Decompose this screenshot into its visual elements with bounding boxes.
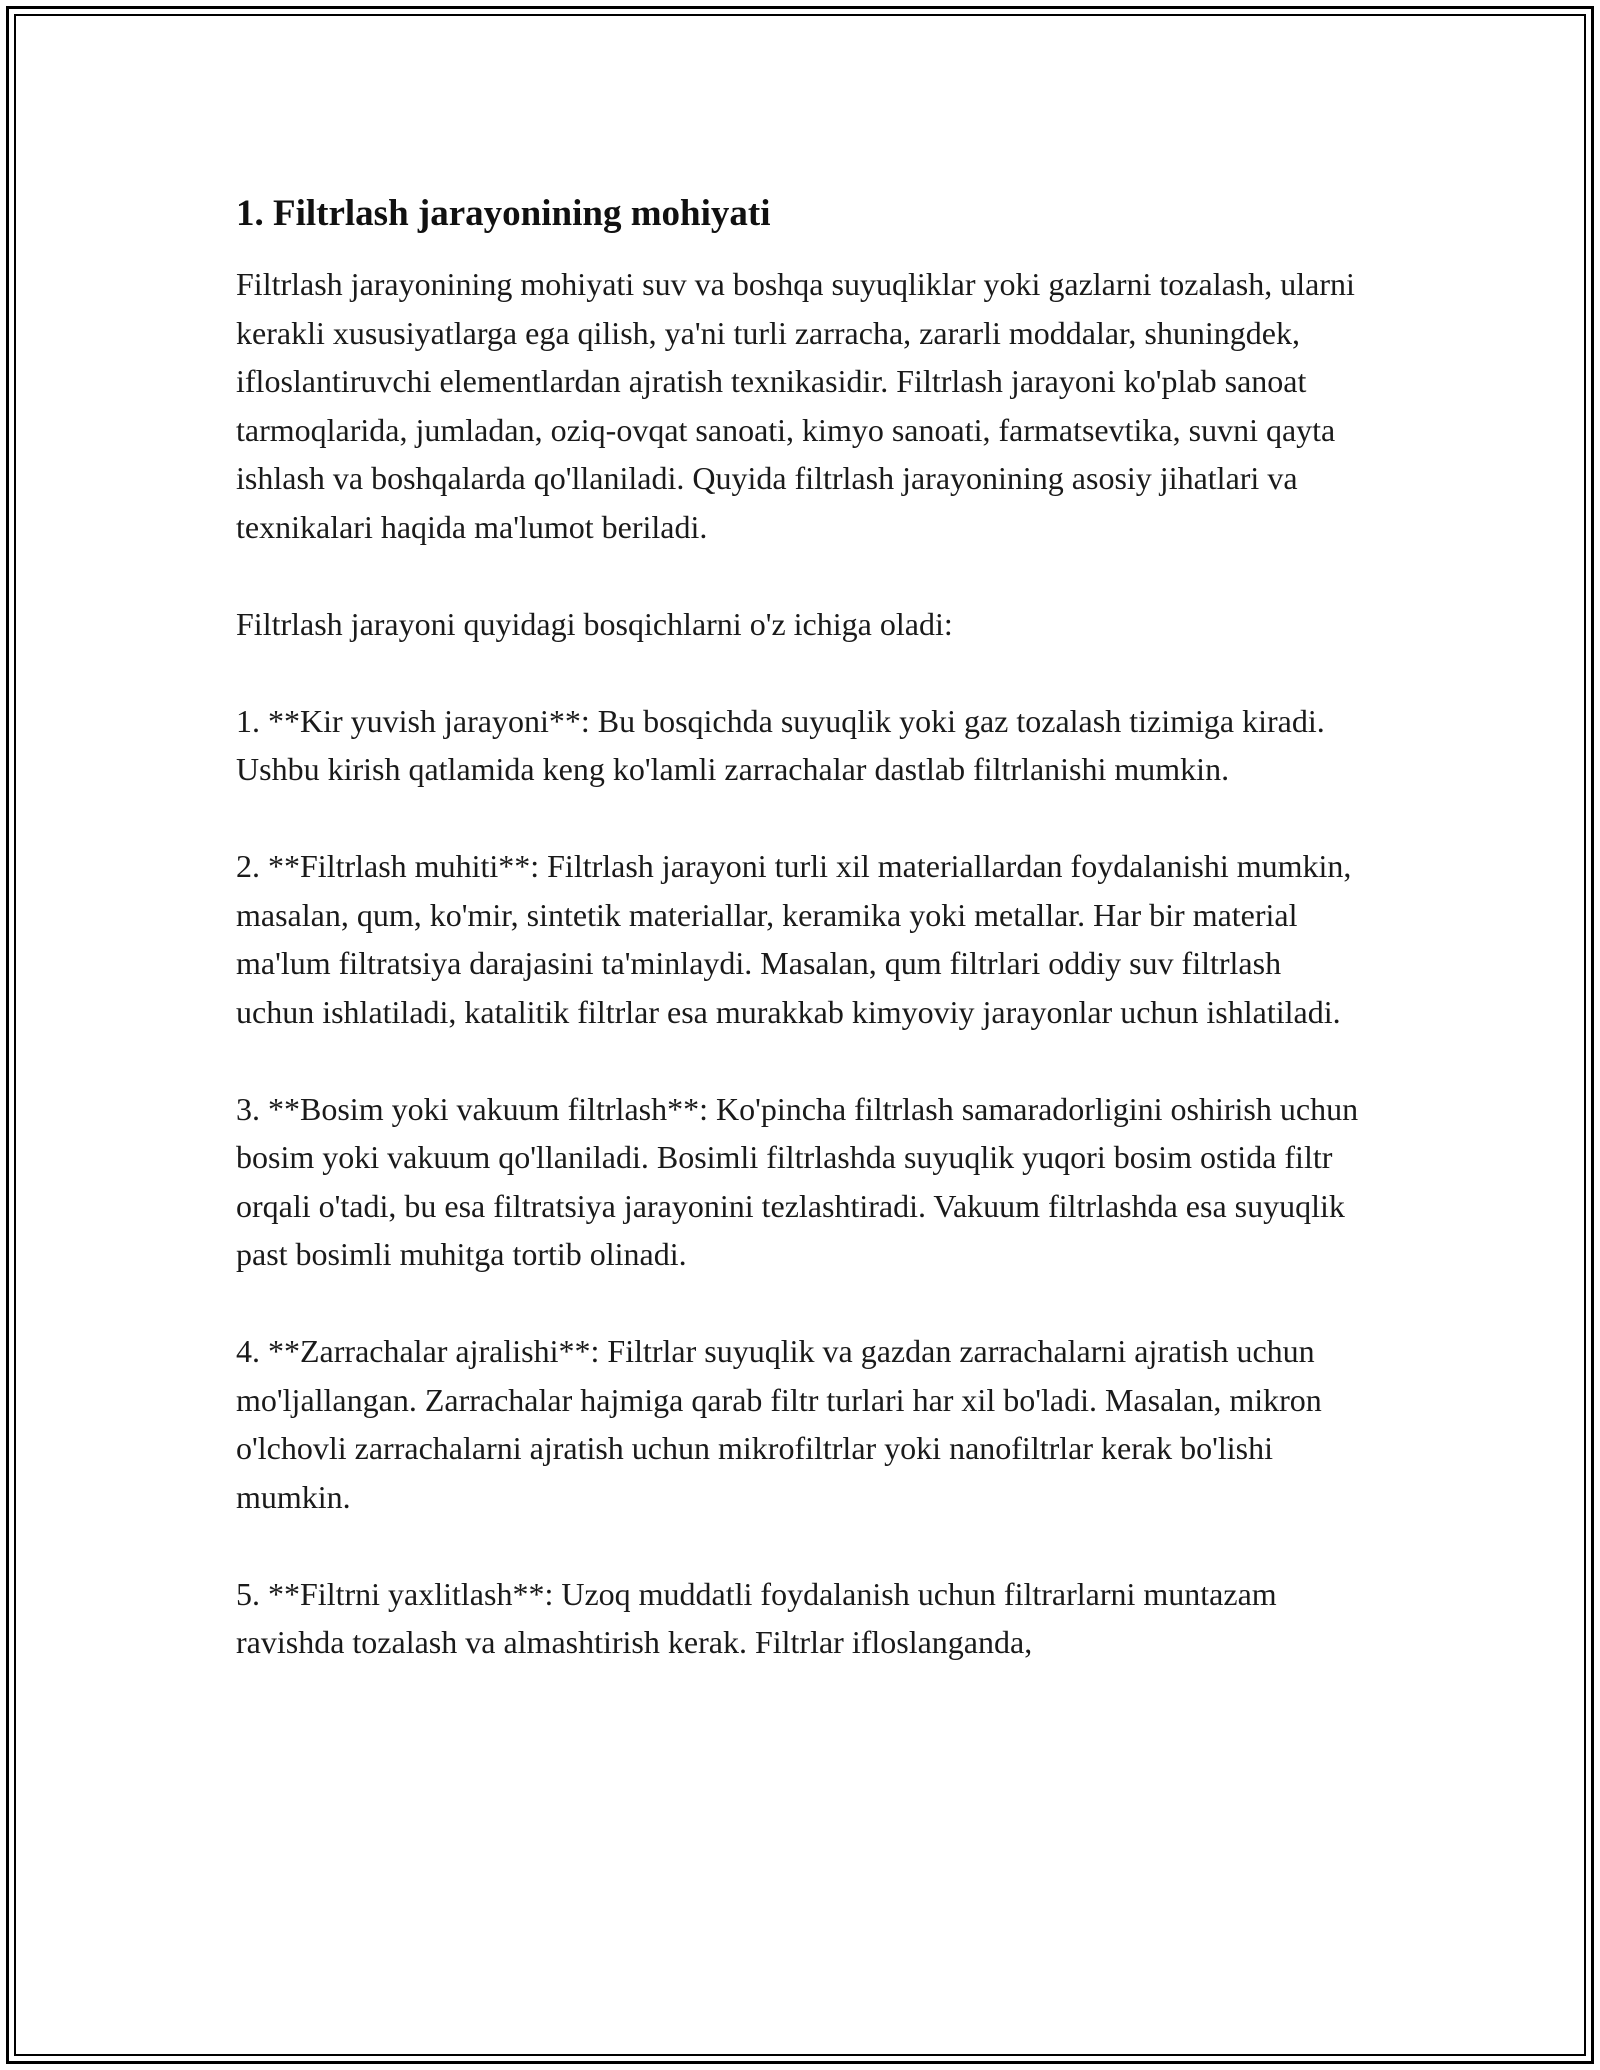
- page-title: 1. Filtrlash jarayonining mohiyati: [236, 193, 771, 234]
- stages-intro-paragraph: Filtrlash jarayoni quyidagi bosqichlarni o'z ichiga oladi:: [236, 605, 953, 642]
- stage-2-paragraph: 2. **Filtrlash muhiti**: Filtrlash jarayoni turli xil materiallardan foydalanishi mumkin, masalan, qum, ko'mir, sintetik materiallar, keramika yoki metallar. Har bir material ma'lum filtratsiya darajasini ta'minlaydi. Masalan, qum filtrlari oddiy suv filtrlash uchun ishlatiladi, katalitik filtrlar esa murakkab kimyoviy jarayonlar uchun ishlatiladi.: [236, 848, 1352, 1030]
- document-body: [236, 186, 1366, 1667]
- intro-paragraph: Filtrlash jarayonining mohiyati suv va boshqa suyuqliklar yoki gazlarni tozalash, ularni kerakli xususiyatlarga ega qilish, ya'ni turli zarracha, zararli moddalar, shuningdek, ifloslantiruvchi elementlardan ajratish texnikasidir. Filtrlash jarayoni ko'plab sanoat tarmoqlarida, jumladan, oziq-ovqat sanoati, kimyo sanoati, farmatsevtika, suvni qayta ishlash va boshqalarda qo'llaniladi. Quyida filtrlash jarayonining asosiy jihatlari va texnikalari haqida ma'lumot beriladi.: [236, 266, 1355, 545]
- stage-3-paragraph: 3. **Bosim yoki vakuum filtrlash**: Ko'pincha filtrlash samaradorligini oshirish uchun bosim yoki vakuum qo'llaniladi. Bosimli filtrlashda suyuqlik yuqori bosim ostida filtr orqali o'tadi, bu esa filtratsiya jarayonini tezlashtiradi. Vakuum filtrlashda esa suyuqlik past bosimli muhitga tortib olinadi.: [236, 1090, 1359, 1272]
- stage-4-paragraph: 4. **Zarrachalar ajralishi**: Filtrlar suyuqlik va gazdan zarrachalarni ajratish uchun mo'ljallangan. Zarrachalar hajmiga qarab filtr turlari har xil bo'ladi. Masalan, mikron o'lchovli zarrachalarni ajratish uchun mikrofiltrlar yoki nanofiltrlar kerak bo'lishi mumkin.: [236, 1333, 1322, 1515]
- stage-5-paragraph: 5. **Filtrni yaxlitlash**: Uzoq muddatli foydalanish uchun filtrarlarni muntazam ravishda tozalash va almashtirish kerak. Filtrlar ifloslanganda,: [236, 1575, 1277, 1660]
- stage-1-paragraph: 1. **Kir yuvish jarayoni**: Bu bosqichda suyuqlik yoki gaz tozalash tizimiga kiradi. Ushbu kirish qatlamida keng ko'lamli zarrachalar dastlab filtrlanishi mumkin.: [236, 702, 1325, 787]
